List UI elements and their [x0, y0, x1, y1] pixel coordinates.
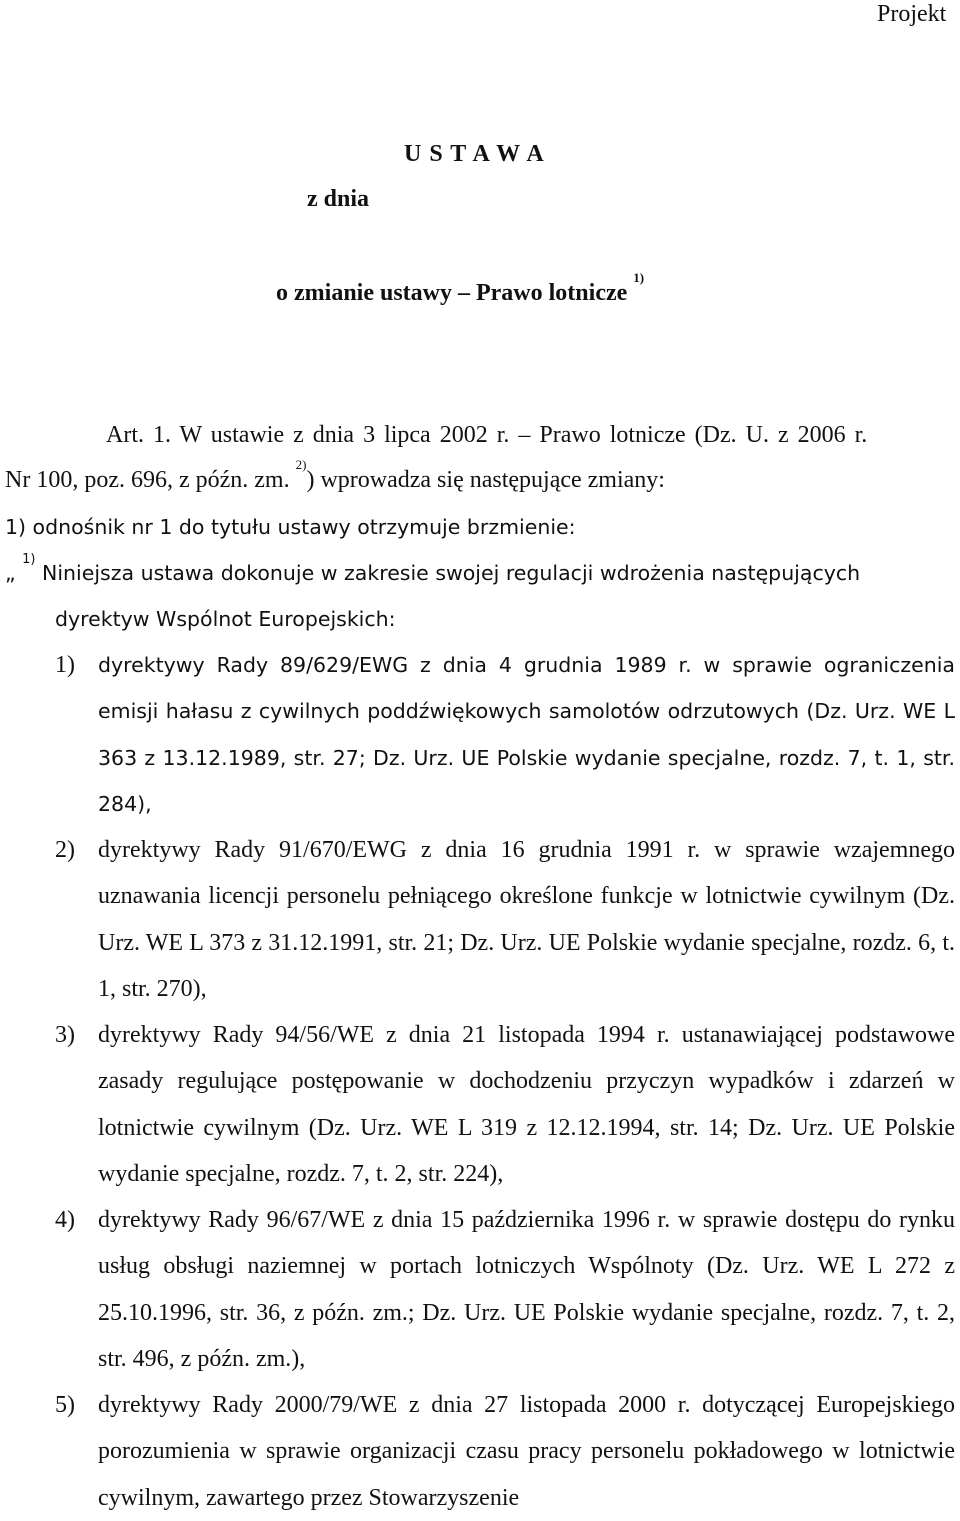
list-item-number: 5) [55, 1392, 75, 1418]
footnote-text-1: Niniejsza ustawa dokonuje w zakresie swojej regulacji wdrożenia następujących [42, 561, 861, 585]
list-item-text: dyrektywy Rady 94/56/WE z dnia 21 listopada 1994 r. ustanawiającej podstawowe zasady regulujące postępowanie w dochodzeniu przyczyn wypadków i zdarzeń w lotnictwie cywilnym (Dz. Urz. WE L 319 z 12.12.1994, str. 14; Dz. Urz. UE Polskie wydanie specjalne, rozdz. 7, t. 2, str. 224), [98, 1022, 955, 1187]
article-1-line-1: Art. 1. W ustawie z dnia 3 lipca 2002 r. – Prawo lotnicze (Dz. U. z 2006 r. [106, 422, 868, 448]
document-title: U S T A W A [404, 141, 545, 167]
footnote-number: 1) [22, 552, 36, 568]
article-citation: Nr 100, poz. 696, z późn. zm. [5, 467, 290, 493]
document-subject [276, 270, 645, 307]
subject-footnote-ref: 1) [633, 270, 645, 285]
document-date: z dnia [307, 186, 370, 212]
list-item-number: 1) [55, 652, 75, 678]
open-quote: „ [5, 561, 16, 585]
draft-label: Projekt [877, 1, 947, 27]
article-intro: ) wprowadza się następujące zmiany: [306, 467, 665, 493]
list-item-text: dyrektywy Rady 91/670/EWG z dnia 16 grudnia 1991 r. w sprawie wzajemnego uznawania licencji personelu pełniącego określone funkcje w lotnictwie cywilnym (Dz. Urz. WE L 373 z 31.12.1991, str. 21; Dz. Urz. UE Polskie wydanie specjalne, rozdz. 6, t. 1, str. 270), [98, 837, 955, 1002]
point-1: 1) odnośnik nr 1 do tytułu ustawy otrzymuje brzmienie: [5, 515, 576, 539]
list-item-number: 2) [55, 837, 75, 863]
article-footnote-ref: 2) [295, 457, 307, 472]
footnote-line-1 [5, 552, 861, 587]
footnote-line-2: dyrektyw Wspólnot Europejskich: [55, 607, 396, 631]
list-item-text: dyrektywy Rady 96/67/WE z dnia 15 października 1996 r. w sprawie dostępu do rynku usług obsługi naziemnej w portach lotniczych Wspólnoty (Dz. Urz. WE L 272 z 25.10.1996, str. 36, z późn. zm.; Dz. Urz. UE Polskie wydanie specjalne, rozdz. 7, t. 2, str. 496, z późn. zm.), [98, 1207, 955, 1372]
list-item-text: dyrektywy Rady 89/629/EWG z dnia 4 grudnia 1989 r. w sprawie ograniczenia emisji hałasu z cywilnych poddźwiękowych samolotów odrzutowych (Dz. Urz. WE L 363 z 13.12.1989, str. 27; Dz. Urz. UE Polskie wydanie specjalne, rozdz. 7, t. 1, str. 284), [98, 653, 955, 816]
article-1-line-2 [5, 457, 665, 494]
list-item-number: 3) [55, 1022, 75, 1048]
list-item-text: dyrektywy Rady 2000/79/WE z dnia 27 listopada 2000 r. dotyczącej Europejskiego porozumienia w sprawie organizacji czasu pracy personelu pokładowego w lotnictwie cywilnym, zawartego przez Stowarzyszenie [98, 1392, 955, 1511]
list-item-number: 4) [55, 1207, 75, 1233]
subject-text: o zmianie ustawy – Prawo lotnicze [276, 280, 628, 306]
